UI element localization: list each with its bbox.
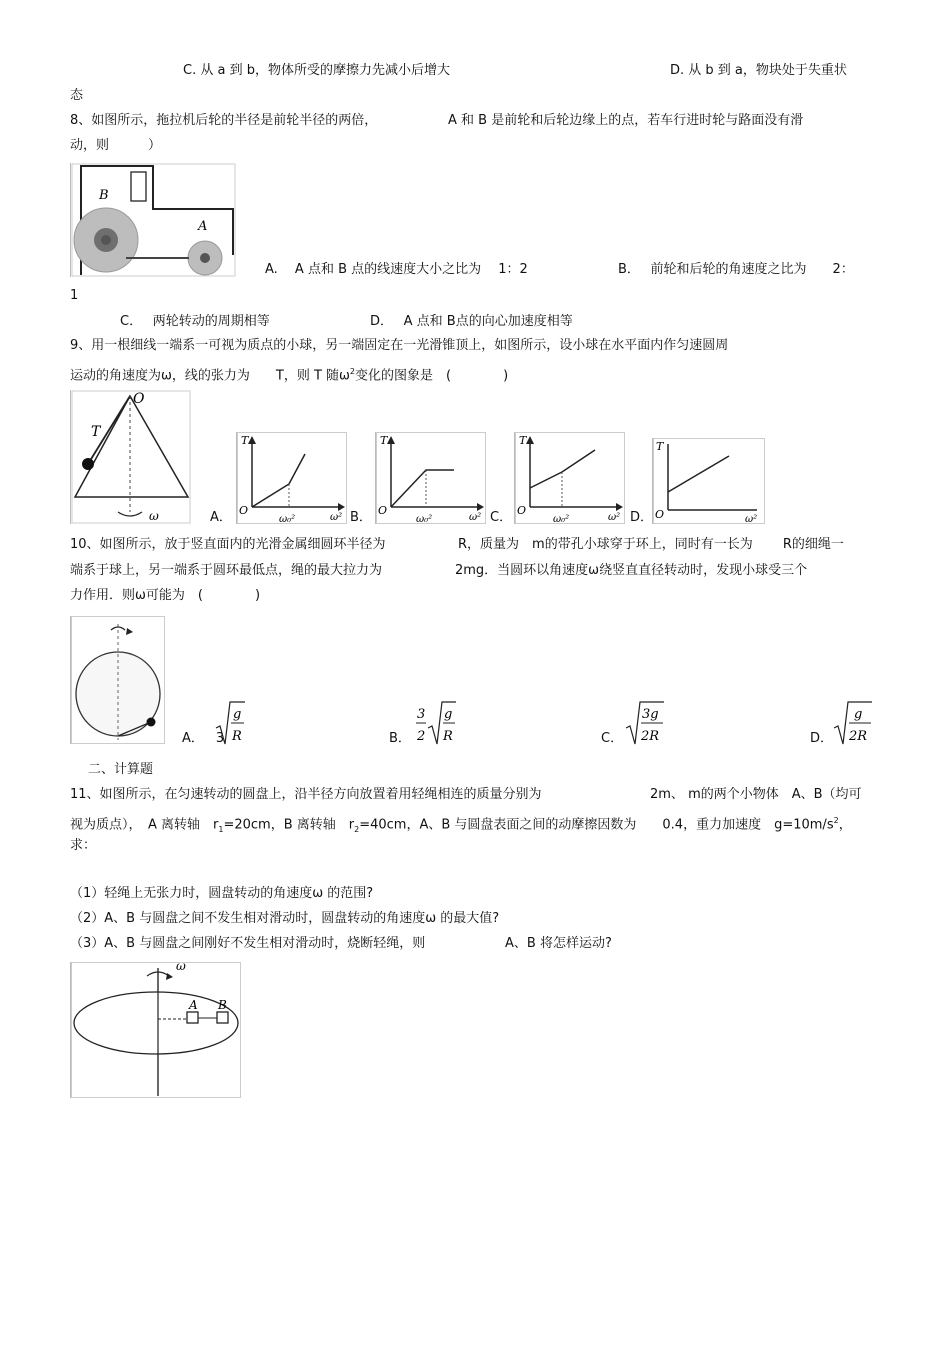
cone-label-o: O [133, 391, 145, 407]
q11-stem-line2d: ， [838, 817, 852, 833]
q9-graph-a-origin: O [239, 504, 249, 517]
disc-figure [70, 962, 241, 1098]
q9-graph-d-axis-x: ω² [745, 514, 758, 524]
q8-stem-line1a: 8、如图所示，拖拉机后轮的半径是前轮半径的两倍， [70, 113, 378, 128]
q8-stem-line1b: A 和 B 是前轮和后轮边缘上的点，若车行进时轮与路面没有滑 [448, 113, 804, 128]
q10-option-a-num: g [233, 707, 242, 722]
tractor-label-b: B [99, 188, 109, 203]
q10-option-a-label: A． [182, 731, 204, 746]
q9-graph-b-omega0: ω₀² [416, 514, 433, 524]
q10-stem-line2b: 2mg．当圆环以角速度ω绕竖直直径转动时，发现小球受三个 [455, 563, 808, 578]
q11-stem-line2a: 视为质点）， A 离转轴 r [70, 817, 219, 833]
cone-label-omega: ω [149, 509, 159, 523]
q9-graph-b-axis-x: ω² [469, 512, 482, 523]
q10-stem-line1a: 10、如图所示，放于竖直面内的光滑金属细圆环半径为 [70, 537, 386, 552]
q9-graph-b-origin: O [378, 504, 388, 517]
q10-option-b-num: g [444, 707, 453, 722]
q8-option-d: D． A 点和 B点的向心加速度相等 [370, 314, 573, 329]
q10-option-b-coef-den: 2 [417, 729, 426, 744]
q10-option-a-den: R [232, 729, 242, 744]
q8-option-a: A. A 点和 B 点的线速度大小之比为 1：2 [265, 262, 528, 277]
q10-option-b-coef-num: 3 [417, 707, 426, 722]
q10-option-c-num: 3g [642, 707, 659, 722]
q9-stem-superscript: 2 [349, 367, 356, 376]
q7-option-d: D. 从 b 到 a，物块处于失重状 [670, 63, 847, 78]
q8-option-b: B． 前轮和后轮的角速度之比为 2： [618, 262, 854, 277]
q9-graph-d-label: D． [630, 510, 654, 525]
tractor-label-a: A [198, 219, 208, 234]
disc-label-b: B [218, 998, 227, 1012]
cone-label-t: T [91, 424, 101, 440]
q9-graph-b-label: B． [350, 510, 372, 525]
q9-graph-c-label: C． [490, 510, 513, 525]
q9-stem-line2 [70, 363, 508, 385]
q9-stem-line1: 9、用一根细线一端系一可视为质点的小球，另一端固定在一光滑锥顶上，如图所示，设小球在水平面内作匀速圆周 [70, 338, 729, 353]
q9-stem-line2b: 变化的图象是 ( ) [355, 368, 509, 384]
q9-graph-d-origin: O [655, 508, 665, 521]
q10-option-b: B． [389, 731, 411, 746]
q10-stem-line3: 力作用．则ω可能为 ( ) [70, 588, 261, 603]
q9-graph-a-axis-t: T [241, 434, 249, 447]
q10-option-d-num: g [854, 707, 863, 722]
q10-option-d-radical [833, 700, 873, 746]
q11-stem-line2c: =40cm，A、B 与圆盘表面之间的动摩擦因数为 0.4，重力加速度 g=10m/s [359, 817, 834, 833]
q8-stem-line2: 动，则 ） [70, 138, 162, 153]
q9-graph-c-origin: O [517, 504, 527, 517]
tractor-figure [70, 163, 236, 277]
q11-sup: 2 [833, 816, 839, 825]
q8-option-b-continued: 1 [70, 288, 79, 303]
q10-option-c-den: 2R [641, 729, 660, 744]
q10-option-c: C． [601, 731, 624, 746]
q11-sub-question-1: （1）轻绳上无张力时，圆盘转动的角速度ω 的范围? [70, 886, 374, 901]
disc-label-a: A [189, 998, 198, 1012]
q11-sub2: 2 [354, 824, 360, 834]
q10-option-d: D． [810, 731, 834, 746]
q11-stem-line2 [70, 812, 852, 839]
q11-sub-question-3a: （3）A、B 与圆盘之间刚好不发生相对滑动时，烧断轻绳，则 [70, 936, 426, 951]
q11-sub-question-2: （2）A、B 与圆盘之间不发生相对滑动时，圆盘转动的角速度ω 的最大值? [70, 911, 500, 926]
q9-graph-b [375, 432, 486, 524]
q9-graph-a-label: A． [210, 510, 232, 525]
q11-sub1: 1 [218, 824, 224, 834]
q8-option-c: C． 两轮转动的周期相等 [120, 314, 270, 329]
section-title: 二、计算题 [88, 762, 154, 777]
q9-graph-c-axis-x: ω² [608, 512, 621, 523]
q10-stem-line2a: 端系于球上，另一端系于圆环最低点，绳的最大拉力为 [70, 563, 383, 578]
q10-option-a-coef: 3 [215, 731, 225, 746]
q11-stem-line2b: =20cm，B 离转轴 r [223, 817, 355, 833]
q9-graph-a [236, 432, 347, 524]
ring-figure [70, 616, 165, 744]
q9-graph-a-axis-x: ω² [330, 512, 343, 523]
q9-graph-d [652, 438, 765, 524]
q9-graph-a-omega0: ω₀² [279, 514, 296, 524]
q11-sub-question-3b: A、B 将怎样运动? [505, 936, 612, 951]
disc-label-omega: ω [176, 962, 186, 973]
q9-graph-c-axis-t: T [519, 434, 527, 447]
q11-stem-line3: 求： [70, 838, 97, 853]
q7-option-d-continued: 态 [70, 88, 84, 103]
q10-option-c-radical [625, 700, 665, 746]
q9-graph-d-axis-t: T [656, 440, 664, 453]
q10-option-d-den: 2R [849, 729, 868, 744]
q10-option-b-expr [415, 700, 457, 746]
q10-option-b-den: R [443, 729, 453, 744]
q9-stem-line2a: 运动的角速度为ω，线的张力为 T，则 T 随ω [70, 368, 350, 384]
q9-graph-b-axis-t: T [380, 434, 388, 447]
cone-figure [70, 390, 191, 524]
q7-option-c: C. 从 a 到 b，物体所受的摩擦力先减小后增大 [183, 63, 450, 78]
q10-option-a-radical [215, 700, 245, 746]
q11-stem-line1b: 2m、 m的两个小物体 A、B（均可 [650, 787, 862, 802]
q10-stem-line1b: R，质量为 m的带孔小球穿于环上，同时有一长为 R的细绳一 [458, 537, 844, 552]
q9-graph-c [514, 432, 625, 524]
q11-stem-line1a: 11、如图所示，在匀速转动的圆盘上，沿半径方向放置着用轻绳相连的质量分别为 [70, 787, 542, 802]
q9-graph-c-omega0: ω₀² [553, 514, 570, 524]
